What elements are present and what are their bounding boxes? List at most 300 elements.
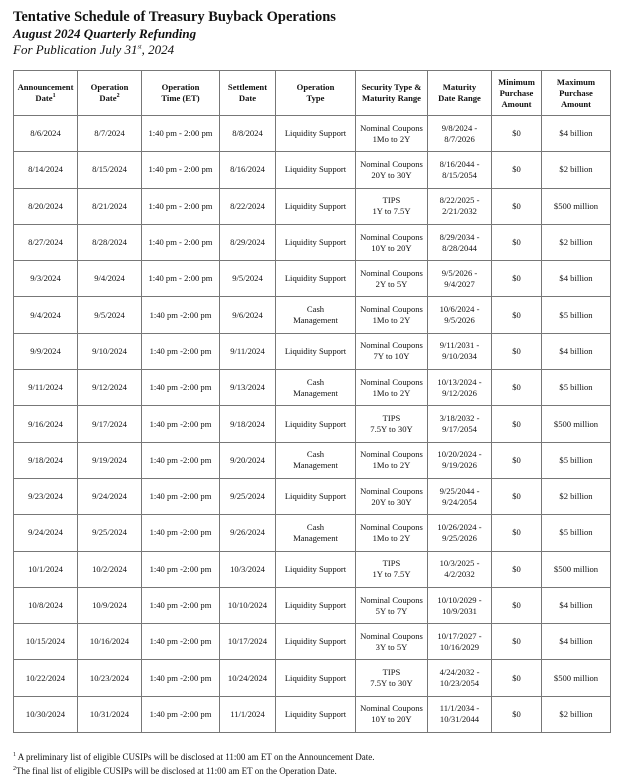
cell-line: Management: [293, 532, 338, 543]
cell-line: Management: [293, 460, 338, 471]
cell-line: 9/10/2034: [442, 351, 477, 362]
cell-line: Liquidity Support: [284, 672, 347, 683]
cell-minimum-purchase-amount: $0: [492, 660, 542, 696]
cell-line: 9/24/2054: [442, 496, 477, 507]
document-subtitle: August 2024 Quarterly Refunding: [13, 26, 197, 41]
cell-line: 9/11/2031 -: [439, 340, 480, 351]
cell-line: 7Y to 10Y: [373, 351, 410, 362]
cell-line: 10/17/2027 -: [437, 630, 482, 641]
cell-operation-type: [276, 587, 356, 623]
cell-line: 10Y to 20Y: [371, 242, 412, 253]
cell-maximum-purchase-amount: $500 million: [542, 188, 611, 224]
cell-operation-date: 10/16/2024: [78, 624, 142, 660]
column-header-line: Date Range: [438, 93, 481, 103]
table-row: [14, 116, 611, 152]
cell-line: 9/17/2054: [442, 424, 477, 435]
cell-maximum-purchase-amount: $2 billion: [542, 696, 611, 732]
cell-line: Liquidity Support: [284, 345, 347, 356]
cell-maturity-date-range: [428, 624, 492, 660]
cell-maximum-purchase-amount: $2 billion: [542, 224, 611, 260]
table-row: [14, 188, 611, 224]
cell-line: Cash: [306, 376, 325, 387]
cell-security-type: [356, 442, 428, 478]
cell-settlement-date: 9/6/2024: [220, 297, 276, 333]
cell-line: TIPS: [382, 558, 401, 569]
column-header-line: Security Type &: [361, 82, 422, 92]
cell-operation-date: 9/19/2024: [78, 442, 142, 478]
cell-line: Liquidity Support: [284, 600, 347, 610]
cell-minimum-purchase-amount: $0: [492, 587, 542, 623]
cell-security-type: [356, 696, 428, 732]
footnote-2: [13, 764, 374, 778]
cell-line: Nominal Coupons: [360, 158, 423, 169]
table-header: [14, 71, 611, 116]
cell-line: 1Y to 7.5Y: [372, 206, 411, 217]
cell-line: 4/2/2032: [444, 569, 475, 580]
cell-operation-type: [276, 660, 356, 696]
column-header-line: Operation: [90, 82, 129, 92]
cell-maturity-date-range: [428, 660, 492, 696]
cell-settlement-date: 10/24/2024: [220, 660, 276, 696]
cell-operation-time: 1:40 pm -2:00 pm: [142, 297, 220, 333]
cell-line: 1Mo to 2Y: [372, 460, 411, 471]
cell-line: Liquidity Support: [284, 273, 347, 284]
cell-line: 8/7/2026: [444, 133, 475, 144]
column-header-line: Maturity: [442, 82, 477, 92]
cell-line: 10/9/2031: [442, 605, 477, 616]
cell-line: Nominal Coupons: [360, 231, 423, 242]
cell-maximum-purchase-amount: $500 million: [542, 660, 611, 696]
cell-line: 9/25/2044 -: [439, 485, 480, 496]
cell-maturity-date-range: [428, 442, 492, 478]
cell-operation-type: [276, 515, 356, 551]
column-header-line: Type: [306, 93, 325, 103]
cell-line: 2Y to 5Y: [375, 278, 408, 289]
publication-date: [13, 42, 336, 58]
cell-line: 9/19/2026: [442, 460, 477, 471]
cell-maturity-date-range: [428, 188, 492, 224]
cell-settlement-date: 9/20/2024: [220, 442, 276, 478]
cell-security-type: [356, 660, 428, 696]
cell-settlement-date: 9/18/2024: [220, 406, 276, 442]
cell-settlement-date: 8/8/2024: [220, 116, 276, 152]
cell-line: Nominal Coupons: [360, 703, 423, 714]
cell-line: Liquidity Support: [284, 418, 347, 429]
cell-operation-type: [276, 188, 356, 224]
cell-line: 9/12/2026: [442, 387, 477, 398]
column-header-operation-date: [78, 71, 142, 116]
cell-line: Cash: [306, 449, 325, 460]
cell-operation-date: 9/5/2024: [78, 297, 142, 333]
cell-line: 5Y to 7Y: [375, 605, 408, 616]
footnote-text: A preliminary list of eligible CUSIPs will be disclosed at 11:00 am ET on the Announcement Date.: [17, 752, 375, 762]
cell-operation-date: 9/17/2024: [78, 406, 142, 442]
cell-minimum-purchase-amount: $0: [492, 406, 542, 442]
cell-settlement-date: 8/16/2024: [220, 152, 276, 188]
column-header-line: Date: [99, 93, 117, 103]
table-row: [14, 696, 611, 732]
column-header-line: Operation: [296, 82, 335, 92]
cell-line: 9/8/2024 -: [441, 122, 478, 133]
cell-maximum-purchase-amount: $5 billion: [542, 515, 611, 551]
cell-security-type: [356, 333, 428, 369]
cell-line: Nominal Coupons: [360, 521, 423, 532]
cell-operation-time: 1:40 pm -2:00 pm: [142, 442, 220, 478]
cell-line: Liquidity Support: [284, 237, 347, 248]
cell-line: Liquidity Support: [284, 563, 347, 574]
cell-line: 3/18/2032 -: [439, 413, 480, 424]
cell-maturity-date-range: [428, 116, 492, 152]
cell-line: Nominal Coupons: [360, 340, 423, 351]
table-row: [14, 370, 611, 406]
cell-announcement-date: 9/11/2024: [14, 370, 78, 406]
cell-maximum-purchase-amount: $4 billion: [542, 587, 611, 623]
table-row: [14, 261, 611, 297]
cell-maturity-date-range: [428, 515, 492, 551]
cell-security-type: [356, 297, 428, 333]
cell-maturity-date-range: [428, 478, 492, 514]
cell-operation-type: [276, 224, 356, 260]
cell-operation-type: [276, 152, 356, 188]
cell-line: 11/1/2034 -: [439, 703, 480, 714]
cell-operation-time: 1:40 pm -2:00 pm: [142, 587, 220, 623]
cell-announcement-date: 8/6/2024: [14, 116, 78, 152]
table-row: [14, 660, 611, 696]
cell-announcement-date: 10/15/2024: [14, 624, 78, 660]
cell-operation-type: [276, 406, 356, 442]
cell-line: 20Y to 30Y: [371, 169, 412, 180]
cell-operation-date: 9/10/2024: [78, 333, 142, 369]
cell-settlement-date: 9/5/2024: [220, 261, 276, 297]
cell-settlement-date: 10/3/2024: [220, 551, 276, 587]
column-header-line: Minimum: [498, 76, 535, 87]
cell-operation-date: 10/2/2024: [78, 551, 142, 587]
cell-minimum-purchase-amount: $0: [492, 624, 542, 660]
cell-line: Cash: [306, 521, 325, 532]
cell-line: Nominal Coupons: [360, 594, 423, 605]
cell-maximum-purchase-amount: $500 million: [542, 551, 611, 587]
cell-line: Nominal Coupons: [360, 304, 423, 315]
cell-operation-type: [276, 551, 356, 587]
cell-operation-time: 1:40 pm - 2:00 pm: [142, 116, 220, 152]
column-header-line: Maturity Range: [362, 93, 421, 103]
cell-maximum-purchase-amount: $4 billion: [542, 261, 611, 297]
cell-line: 10/26/2024 -: [437, 521, 482, 532]
cell-line: 8/22/2025 -: [439, 195, 480, 206]
column-header-line: Maximum: [556, 76, 596, 87]
table-body: [14, 116, 611, 733]
table-row: [14, 333, 611, 369]
cell-operation-type: [276, 442, 356, 478]
cell-operation-time: 1:40 pm -2:00 pm: [142, 478, 220, 514]
cell-settlement-date: 10/17/2024: [220, 624, 276, 660]
column-header-maximum-purchase-amount: [542, 71, 611, 116]
column-header-maturity-date-range: [428, 71, 492, 116]
cell-line: TIPS: [382, 413, 401, 424]
cell-line: 9/5/2026: [444, 315, 475, 326]
publication-date-suffix: , 2024: [141, 42, 175, 57]
cell-maximum-purchase-amount: $2 billion: [542, 152, 611, 188]
table-row: [14, 297, 611, 333]
cell-operation-date: 9/12/2024: [78, 370, 142, 406]
cell-operation-type: [276, 261, 356, 297]
cell-operation-time: 1:40 pm -2:00 pm: [142, 551, 220, 587]
column-header-line: Announcement: [17, 82, 74, 92]
column-header-minimum-purchase-amount: [492, 71, 542, 116]
cell-settlement-date: 8/29/2024: [220, 224, 276, 260]
column-header-operation-type: [276, 71, 356, 116]
publication-date-prefix: For Publication July 31: [13, 42, 138, 57]
cell-maturity-date-range: [428, 333, 492, 369]
cell-settlement-date: 8/22/2024: [220, 188, 276, 224]
cell-settlement-date: 9/26/2024: [220, 515, 276, 551]
cell-announcement-date: 8/14/2024: [14, 152, 78, 188]
cell-line: TIPS: [382, 667, 401, 678]
cell-line: 3Y to 5Y: [375, 641, 408, 652]
cell-operation-date: 9/4/2024: [78, 261, 142, 297]
cell-line: 10/31/2044: [439, 714, 480, 725]
cell-line: 10/23/2054: [439, 678, 480, 689]
cell-operation-date: 8/28/2024: [78, 224, 142, 260]
cell-line: Management: [293, 387, 338, 398]
cell-line: 2/21/2032: [442, 206, 477, 217]
cell-line: 4/24/2032 -: [439, 667, 480, 678]
cell-line: 10/10/2029 -: [437, 594, 482, 605]
cell-line: 9/4/2027: [444, 278, 475, 289]
cell-line: Nominal Coupons: [360, 449, 423, 460]
cell-settlement-date: 9/11/2024: [220, 333, 276, 369]
cell-minimum-purchase-amount: $0: [492, 370, 542, 406]
cell-line: Nominal Coupons: [360, 630, 423, 641]
cell-settlement-date: 11/1/2024: [220, 696, 276, 732]
cell-maximum-purchase-amount: $5 billion: [542, 370, 611, 406]
cell-line: Nominal Coupons: [360, 122, 423, 133]
buyback-schedule-table: [13, 70, 611, 733]
cell-operation-date: 8/15/2024: [78, 152, 142, 188]
column-header-line: Amount: [501, 98, 532, 109]
cell-announcement-date: 9/3/2024: [14, 261, 78, 297]
cell-line: Liquidity Support: [284, 128, 347, 139]
cell-security-type: [356, 370, 428, 406]
cell-line: 7.5Y to 30Y: [370, 678, 413, 689]
cell-announcement-date: 8/27/2024: [14, 224, 78, 260]
column-header-footnote-marker: 1: [52, 93, 56, 100]
table-row: [14, 551, 611, 587]
cell-operation-time: 1:40 pm -2:00 pm: [142, 660, 220, 696]
cell-line: 8/29/2034 -: [439, 231, 480, 242]
cell-minimum-purchase-amount: $0: [492, 478, 542, 514]
cell-maturity-date-range: [428, 370, 492, 406]
cell-announcement-date: 8/20/2024: [14, 188, 78, 224]
column-header-security-type: [356, 71, 428, 116]
cell-security-type: [356, 478, 428, 514]
column-header-line: Purchase: [499, 87, 534, 98]
cell-minimum-purchase-amount: $0: [492, 188, 542, 224]
cell-minimum-purchase-amount: $0: [492, 116, 542, 152]
cell-maturity-date-range: [428, 587, 492, 623]
cell-announcement-date: 10/8/2024: [14, 587, 78, 623]
cell-operation-date: 8/21/2024: [78, 188, 142, 224]
cell-announcement-date: 9/24/2024: [14, 515, 78, 551]
cell-maximum-purchase-amount: $4 billion: [542, 116, 611, 152]
column-header-line: Date: [238, 93, 257, 103]
cell-maturity-date-range: [428, 224, 492, 260]
footnotes: [13, 750, 374, 778]
column-header-settlement-date: [220, 71, 276, 116]
cell-line: TIPS: [382, 195, 401, 206]
cell-operation-type: [276, 116, 356, 152]
column-header-line: Purchase Amount: [559, 87, 593, 109]
footnote-text: The final list of eligible CUSIPs will be disclosed at 11:00 am ET on the Operation Date.: [16, 766, 337, 776]
cell-operation-time: 1:40 pm -2:00 pm: [142, 696, 220, 732]
cell-operation-date: 9/25/2024: [78, 515, 142, 551]
cell-line: 9/5/2026 -: [441, 267, 478, 278]
cell-line: 10/13/2024 -: [437, 376, 482, 387]
cell-minimum-purchase-amount: $0: [492, 333, 542, 369]
column-header-announcement-date: [14, 71, 78, 116]
cell-operation-date: 9/24/2024: [78, 478, 142, 514]
cell-operation-type: [276, 696, 356, 732]
cell-minimum-purchase-amount: $0: [492, 224, 542, 260]
cell-operation-type: [276, 624, 356, 660]
cell-line: 1Mo to 2Y: [372, 315, 411, 326]
cell-minimum-purchase-amount: $0: [492, 152, 542, 188]
cell-operation-time: 1:40 pm -2:00 pm: [142, 406, 220, 442]
cell-security-type: [356, 406, 428, 442]
column-header-line: Operation: [161, 82, 200, 92]
table-row: [14, 152, 611, 188]
cell-operation-type: [276, 370, 356, 406]
cell-maturity-date-range: [428, 261, 492, 297]
table-header-row: [14, 71, 611, 116]
cell-line: 20Y to 30Y: [371, 496, 412, 507]
cell-line: 10Y to 20Y: [371, 714, 412, 725]
cell-settlement-date: 10/10/2024: [220, 587, 276, 623]
cell-operation-time: 1:40 pm -2:00 pm: [142, 515, 220, 551]
table-row: [14, 224, 611, 260]
cell-operation-time: 1:40 pm -2:00 pm: [142, 370, 220, 406]
cell-line: Cash: [306, 304, 325, 315]
cell-minimum-purchase-amount: $0: [492, 297, 542, 333]
cell-operation-date: 8/7/2024: [78, 116, 142, 152]
footnote-1: [13, 750, 374, 764]
cell-maximum-purchase-amount: $500 million: [542, 406, 611, 442]
cell-settlement-date: 9/13/2024: [220, 370, 276, 406]
cell-line: 1Mo to 2Y: [372, 532, 411, 543]
cell-maturity-date-range: [428, 696, 492, 732]
table-row: [14, 406, 611, 442]
cell-minimum-purchase-amount: $0: [492, 442, 542, 478]
cell-security-type: [356, 188, 428, 224]
cell-maximum-purchase-amount: $5 billion: [542, 442, 611, 478]
cell-announcement-date: 10/1/2024: [14, 551, 78, 587]
cell-maturity-date-range: [428, 297, 492, 333]
cell-announcement-date: 10/30/2024: [14, 696, 78, 732]
cell-line: Liquidity Support: [284, 200, 347, 211]
cell-line: 1Mo to 2Y: [372, 387, 411, 398]
publication-date-ordinal: st: [137, 44, 142, 51]
column-header-line: Time (ET): [161, 93, 200, 103]
cell-line: 8/16/2044 -: [439, 158, 480, 169]
cell-maximum-purchase-amount: $5 billion: [542, 297, 611, 333]
cell-minimum-purchase-amount: $0: [492, 515, 542, 551]
cell-security-type: [356, 551, 428, 587]
table-row: [14, 515, 611, 551]
footnote-marker: 2: [13, 766, 16, 772]
cell-line: 10/6/2024 -: [439, 304, 480, 315]
cell-line: 1Y to 7.5Y: [372, 569, 411, 580]
column-header-line: Settlement: [227, 82, 268, 92]
cell-maturity-date-range: [428, 152, 492, 188]
cell-maturity-date-range: [428, 406, 492, 442]
cell-maturity-date-range: [428, 551, 492, 587]
cell-announcement-date: 9/18/2024: [14, 442, 78, 478]
cell-line: Nominal Coupons: [360, 376, 423, 387]
cell-operation-type: [276, 478, 356, 514]
cell-line: 8/15/2054: [442, 169, 477, 180]
cell-operation-time: 1:40 pm - 2:00 pm: [142, 261, 220, 297]
cell-line: Liquidity Support: [284, 491, 347, 502]
document-header: [13, 8, 336, 58]
cell-minimum-purchase-amount: $0: [492, 261, 542, 297]
cell-line: 10/20/2024 -: [437, 449, 482, 460]
cell-security-type: [356, 116, 428, 152]
cell-operation-time: 1:40 pm - 2:00 pm: [142, 224, 220, 260]
cell-line: 10/16/2029: [439, 641, 480, 652]
cell-maximum-purchase-amount: $4 billion: [542, 624, 611, 660]
cell-security-type: [356, 587, 428, 623]
cell-maximum-purchase-amount: $2 billion: [542, 478, 611, 514]
footnote-marker: 1: [13, 752, 16, 758]
column-header-operation-time: [142, 71, 220, 116]
cell-announcement-date: 10/22/2024: [14, 660, 78, 696]
cell-operation-time: 1:40 pm -2:00 pm: [142, 333, 220, 369]
cell-announcement-date: 9/16/2024: [14, 406, 78, 442]
cell-line: 1Mo to 2Y: [372, 133, 411, 144]
column-header-line: Date: [35, 93, 53, 103]
column-header-footnote-marker: 2: [116, 93, 120, 100]
cell-line: Liquidity Support: [284, 164, 347, 175]
cell-security-type: [356, 261, 428, 297]
document-title: Tentative Schedule of Treasury Buyback Operations: [13, 9, 336, 25]
cell-line: 7.5Y to 30Y: [370, 424, 413, 435]
cell-operation-time: 1:40 pm - 2:00 pm: [142, 188, 220, 224]
cell-line: Nominal Coupons: [360, 485, 423, 496]
cell-line: 8/28/2044: [442, 242, 477, 253]
cell-line: 10/3/2025 -: [439, 558, 480, 569]
cell-announcement-date: 9/4/2024: [14, 297, 78, 333]
cell-announcement-date: 9/9/2024: [14, 333, 78, 369]
cell-settlement-date: 9/25/2024: [220, 478, 276, 514]
cell-operation-date: 10/23/2024: [78, 660, 142, 696]
cell-security-type: [356, 152, 428, 188]
cell-announcement-date: 9/23/2024: [14, 478, 78, 514]
cell-operation-time: 1:40 pm - 2:00 pm: [142, 152, 220, 188]
cell-operation-date: 10/9/2024: [78, 587, 142, 623]
cell-operation-time: 1:40 pm -2:00 pm: [142, 624, 220, 660]
table-row: [14, 587, 611, 623]
cell-line: Liquidity Support: [284, 636, 347, 647]
cell-security-type: [356, 224, 428, 260]
table-row: [14, 478, 611, 514]
table-row: [14, 624, 611, 660]
cell-maximum-purchase-amount: $4 billion: [542, 333, 611, 369]
cell-line: Management: [293, 315, 338, 326]
cell-security-type: [356, 515, 428, 551]
cell-operation-type: [276, 297, 356, 333]
cell-operation-date: 10/31/2024: [78, 696, 142, 732]
table-row: [14, 442, 611, 478]
